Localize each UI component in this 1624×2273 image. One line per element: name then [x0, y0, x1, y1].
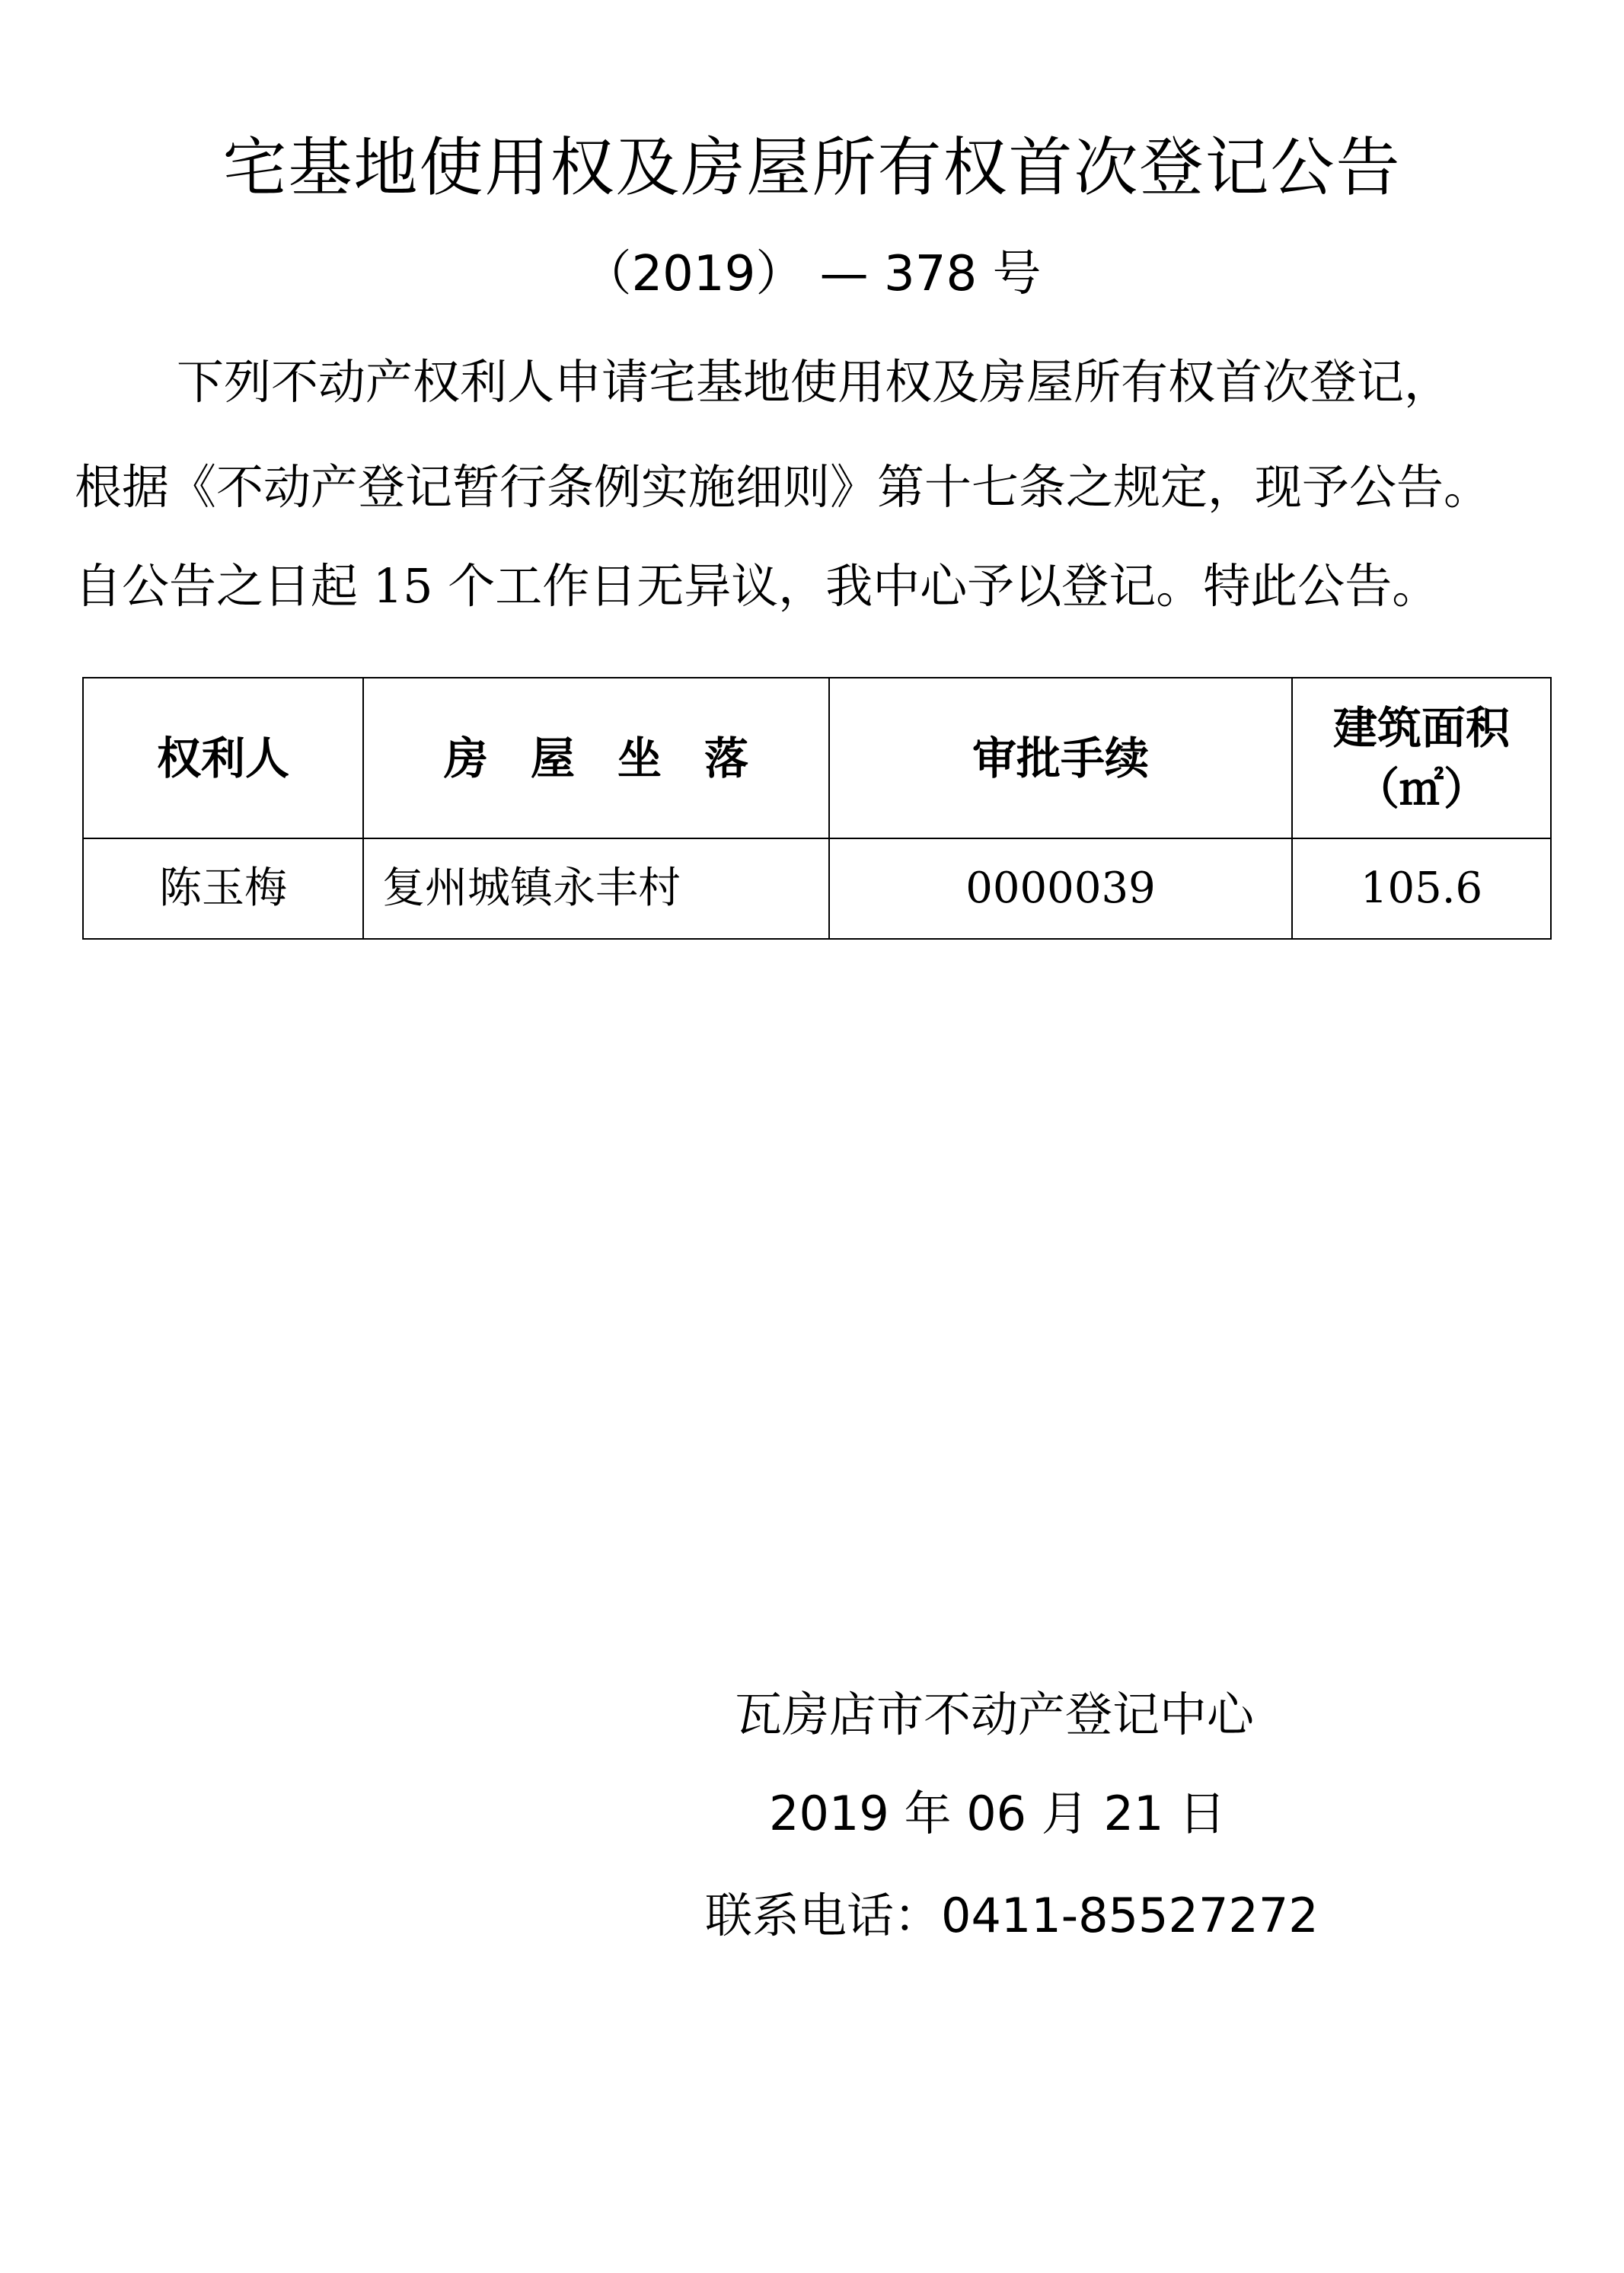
- header-holder-label: 权利人: [156, 732, 289, 784]
- table-row: [83, 838, 1551, 939]
- header-area-unit: （㎡）: [1354, 762, 1488, 815]
- header-area: [1292, 678, 1551, 838]
- cell-location: 复州城镇永丰村: [363, 838, 829, 939]
- document-number: （2019） — 378 号: [582, 246, 1042, 302]
- header-approval-label: 审批手续: [972, 732, 1149, 784]
- header-location-label: 房屋坐落: [443, 732, 791, 784]
- header-location: [363, 678, 829, 838]
- notice-title: 宅基地使用权及房屋所有权首次登记公告: [222, 130, 1402, 205]
- table-header-row: [83, 678, 1551, 838]
- notice-paragraph-line-2: 根据《不动产登记暂行条例实施细则》第十七条之规定，现予公告。: [75, 459, 1492, 515]
- notice-paragraph-line-1: 下列不动产权利人申请宅基地使用权及房屋所有权首次登记，: [177, 354, 1452, 410]
- header-holder: [83, 678, 363, 838]
- cell-holder: 陈玉梅: [83, 838, 363, 939]
- cell-area: 105.6: [1292, 838, 1551, 939]
- header-area-label: 建筑面积: [1332, 701, 1510, 754]
- notice-paragraph-line-3: 自公告之日起 15 个工作日无异议，我中心予以登记。特此公告。: [75, 558, 1440, 614]
- issue-date: 2019 年 06 月 21 日: [769, 1786, 1227, 1841]
- contact-phone: 联系电话：0411-85527272: [705, 1888, 1319, 1943]
- issuer-name: 瓦房店市不动产登记中心: [735, 1687, 1255, 1742]
- header-approval: [829, 678, 1292, 838]
- cell-approval: 0000039: [829, 838, 1292, 939]
- registration-table: [82, 677, 1552, 940]
